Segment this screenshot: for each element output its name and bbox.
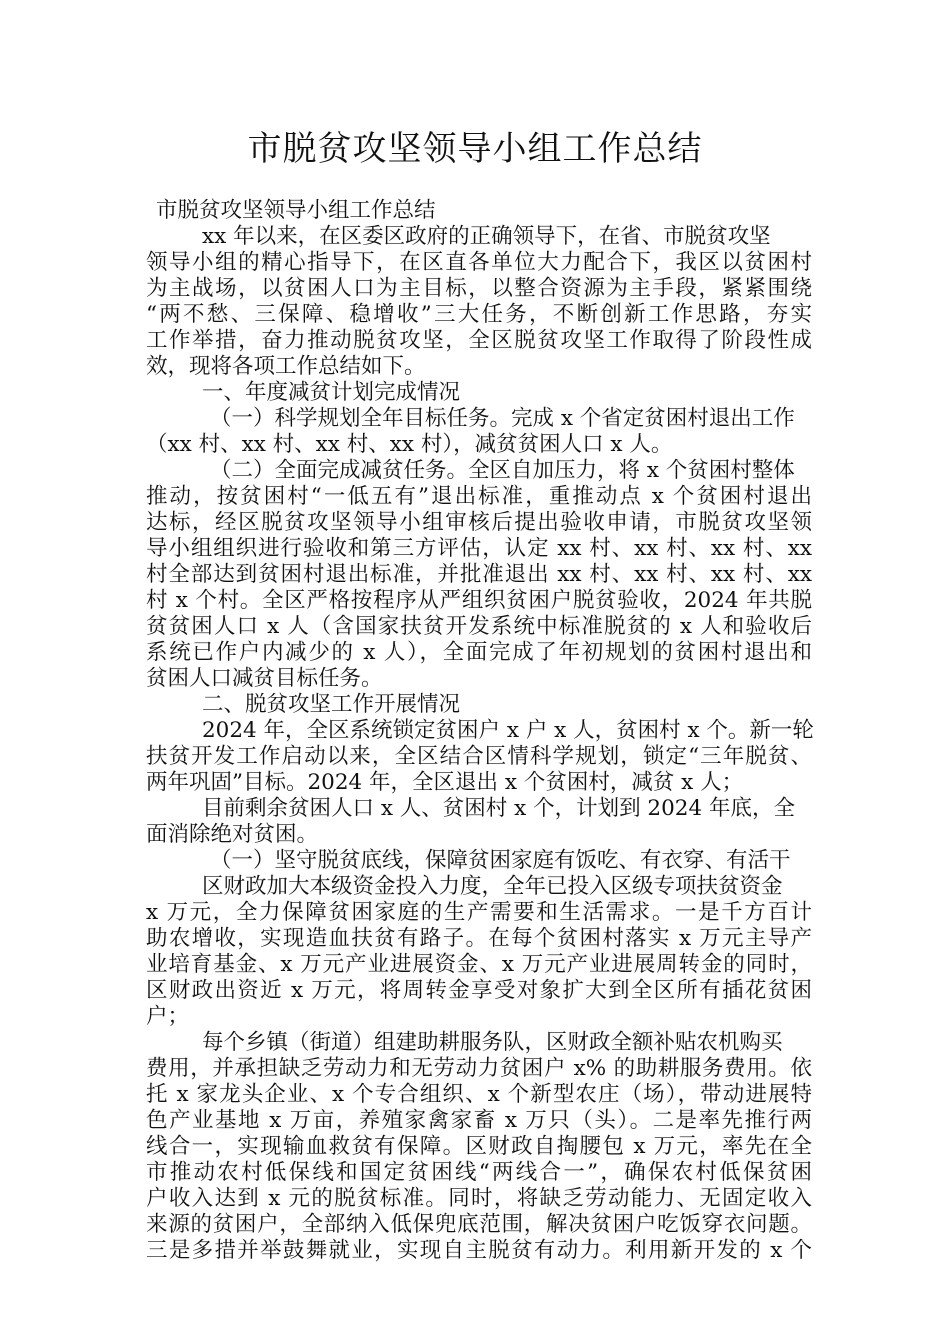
body-line: 户收入达到 x 元的脱贫标准。同时，将缺乏劳动能力、无固定收入 [146, 1186, 812, 1211]
document-body [146, 198, 812, 1264]
body-line: 工作举措，奋力推动脱贫攻坚，全区脱贫攻坚工作取得了阶段性成 [146, 328, 812, 353]
body-line: 助农增收，实现造血扶贫有路子。在每个贫困村落实 x 万元主导产 [146, 926, 812, 951]
body-line: 户； [146, 1004, 190, 1029]
body-line: 色产业基地 x 万亩，养殖家禽家畜 x 万只（头）。二是率先推行两 [146, 1108, 812, 1133]
body-line: 费用，并承担缺乏劳动力和无劳动力贫困户 x% 的助耕服务费用。依 [146, 1056, 812, 1081]
body-line: 业培育基金、x 万元产业进展资金、x 万元产业进展周转金的同时， [146, 952, 812, 977]
body-line: 每个乡镇（街道）组建助耕服务队，区财政全额补贴农机购买 [202, 1030, 783, 1055]
body-line: 村 x 个村。全区严格按程序从严组织贫困户脱贫验收，2024 年共脱 [146, 588, 812, 613]
body-line: x 万元，全力保障贫困家庭的生产需要和生活需求。一是千方百计 [146, 900, 812, 925]
body-line: 线合一，实现输血救贫有保障。区财政自掏腰包 x 万元，率先在全 [146, 1134, 812, 1159]
body-line: （一）科学规划全年目标任务。完成 x 个省定贫困村退出工作 [210, 406, 795, 431]
body-line: 贫困人口减贫目标任务。 [146, 666, 383, 691]
subsection-heading: （一）坚守脱贫底线，保障贫困家庭有饭吃、有衣穿、有活干 [210, 848, 791, 873]
body-line: 区财政出资近 x 万元，将周转金享受对象扩大到全区所有插花贫困 [146, 978, 812, 1003]
body-line: 贫贫困人口 x 人（含国家扶贫开发系统中标准脱贫的 x 人和验收后 [146, 614, 812, 639]
body-line: 推动，按贫困村“一低五有”退出标准，重推动点 x 个贫困村退出 [146, 484, 812, 509]
body-line: 领导小组的精心指导下，在区直各单位大力配合下，我区以贫困村 [146, 250, 812, 275]
body-line: 导小组组织进行验收和第三方评估，认定 xx 村、xx 村、xx 村、xx [146, 536, 812, 561]
body-line: 2024 年，全区系统锁定贫困户 x 户 x 人，贫困村 x 个。新一轮 [202, 718, 814, 743]
body-line: 村全部达到贫困村退出标准，并批准退出 xx 村、xx 村、xx 村、xx [146, 562, 812, 587]
body-line: 市脱贫攻坚领导小组工作总结 [156, 198, 436, 223]
body-line: 两年巩固”目标。2024 年，全区退出 x 个贫困村，减贫 x 人； [146, 770, 744, 795]
body-line: xx 年以来，在区委区政府的正确领导下，在省、市脱贫攻坚 [202, 224, 771, 249]
body-line: 扶贫开发工作启动以来，全区结合区情科学规划，锁定“三年脱贫、 [146, 744, 812, 769]
document-title: 市脱贫攻坚领导小组工作总结 [247, 129, 703, 169]
body-line: 达标，经区脱贫攻坚领导小组审核后提出验收申请，市脱贫攻坚领 [146, 510, 812, 535]
body-line: 效，现将各项工作总结如下。 [146, 354, 426, 379]
body-line: 托 x 家龙头企业、x 个专合组织、x 个新型农庄（场），带动进展特 [146, 1082, 812, 1107]
body-line: （二）全面完成减贫任务。全区自加压力，将 x 个贫困村整体 [210, 458, 795, 483]
body-line: 目前剩余贫困人口 x 人、贫困村 x 个，计划到 2024 年底，全 [202, 796, 795, 821]
body-line: 来源的贫困户，全部纳入低保兜底范围，解决贫困户吃饭穿衣问题。 [146, 1212, 812, 1237]
body-line: “两不愁、三保障、稳增收”三大任务，不断创新工作思路，夯实 [146, 302, 812, 327]
body-line: 面消除绝对贫困。 [146, 822, 319, 847]
body-line: 市推动农村低保线和国定贫困线“两线合一”，确保农村低保贫困 [146, 1160, 812, 1185]
body-line: 区财政加大本级资金投入力度，全年已投入区级专项扶贫资金 [202, 874, 783, 899]
body-line: 为主战场，以贫困人口为主目标，以整合资源为主手段，紧紧围绕 [146, 276, 812, 301]
body-line: 系统已作户内减少的 x 人），全面完成了年初规划的贫困村退出和 [146, 640, 812, 665]
body-line: （xx 村、xx 村、xx 村、xx 村），减贫贫困人口 x 人。 [146, 432, 673, 457]
section-heading: 一、年度减贫计划完成情况 [202, 380, 461, 405]
body-line: 三是多措并举鼓舞就业，实现自主脱贫有动力。利用新开发的 x 个 [146, 1238, 812, 1263]
section-heading: 二、脱贫攻坚工作开展情况 [202, 692, 461, 717]
